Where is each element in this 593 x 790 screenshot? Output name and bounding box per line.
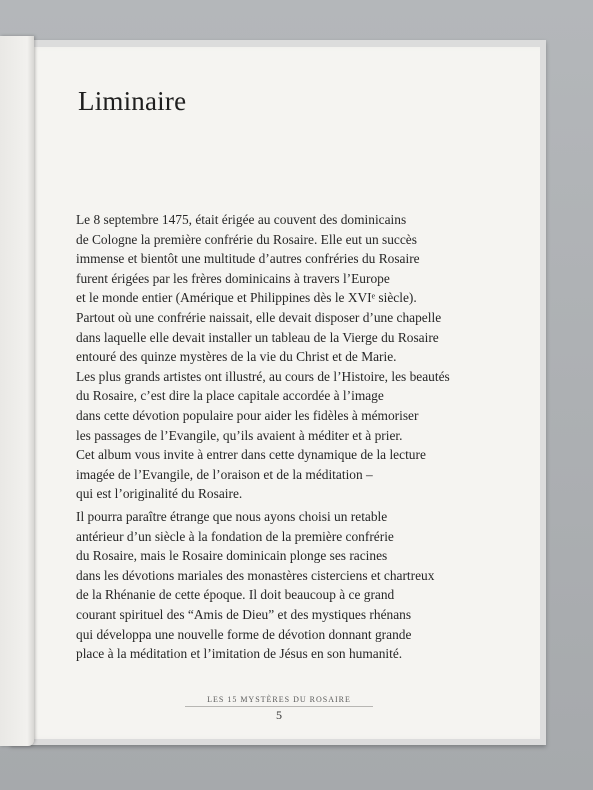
text-line: qui est l’originalité du Rosaire. [76,486,243,502]
text-line: Cet album vous invite à entrer dans cette dynamique de la lecture [76,447,426,463]
previous-page-edge [0,36,34,746]
paragraph-1 [76,210,471,504]
text-line: furent érigées par les frères dominicains à travers l’Europe [76,270,390,286]
paragraph-2 [76,507,471,664]
text-line: de la Rhénanie de cette époque. Il doit beaucoup à ce grand [76,587,395,603]
text-line: dans les dévotions mariales des monastères cisterciens et chartreux [76,567,435,583]
footer-divider [185,706,373,707]
text-line: dans laquelle elle devait installer un tableau de la Vierge du Rosaire [76,329,439,345]
text-line: dans cette dévotion populaire pour aider les fidèles à mémoriser [76,407,419,423]
text-line: qui développa une nouvelle forme de dévotion donnant grande [76,626,412,642]
text-line: Partout où une confrérie naissait, elle devait disposer d’une chapelle [76,309,442,325]
text-line: et le monde entier (Amérique et Philippines dès le XVIᵉ siècle). [76,290,417,306]
text-line: antérieur d’un siècle à la fondation de la première confrérie [76,528,394,544]
page-title: Liminaire [78,86,187,116]
text-line: du Rosaire, c’est dire la place capitale accordée à l’image [76,388,384,404]
text-line: Le 8 septembre 1475, était érigée au couvent des dominicains [76,212,407,227]
text-line: immense et bientôt une multitude d’autres confréries du Rosaire [76,251,420,267]
text-line: entouré des quinze mystères de la vie du Christ et de Marie. [76,349,397,365]
text-line: courant spirituel des “Amis de Dieu” et des mystiques rhénans [76,606,412,622]
text-line: Il pourra paraître étrange que nous ayons choisi un retable [76,509,388,524]
text-line: imagée de l’Evangile, de l’oraison et de la méditation – [76,466,373,482]
page-number: 5 [276,708,282,722]
text-line: du Rosaire, mais le Rosaire dominicain plonge ses racines [76,548,388,564]
text-line: place à la méditation et l’imitation de Jésus en son humanité. [76,646,403,662]
text-line: Les plus grands artistes ont illustré, au cours de l’Histoire, les beautés [76,368,450,384]
text-line: les passages de l’Evangile, qu’ils avaient à méditer et à prier. [76,427,403,443]
text-line: de Cologne la première confrérie du Rosaire. Elle eut un succès [76,231,417,247]
running-footer: LES 15 MYSTÈRES DU ROSAIRE [207,695,351,704]
